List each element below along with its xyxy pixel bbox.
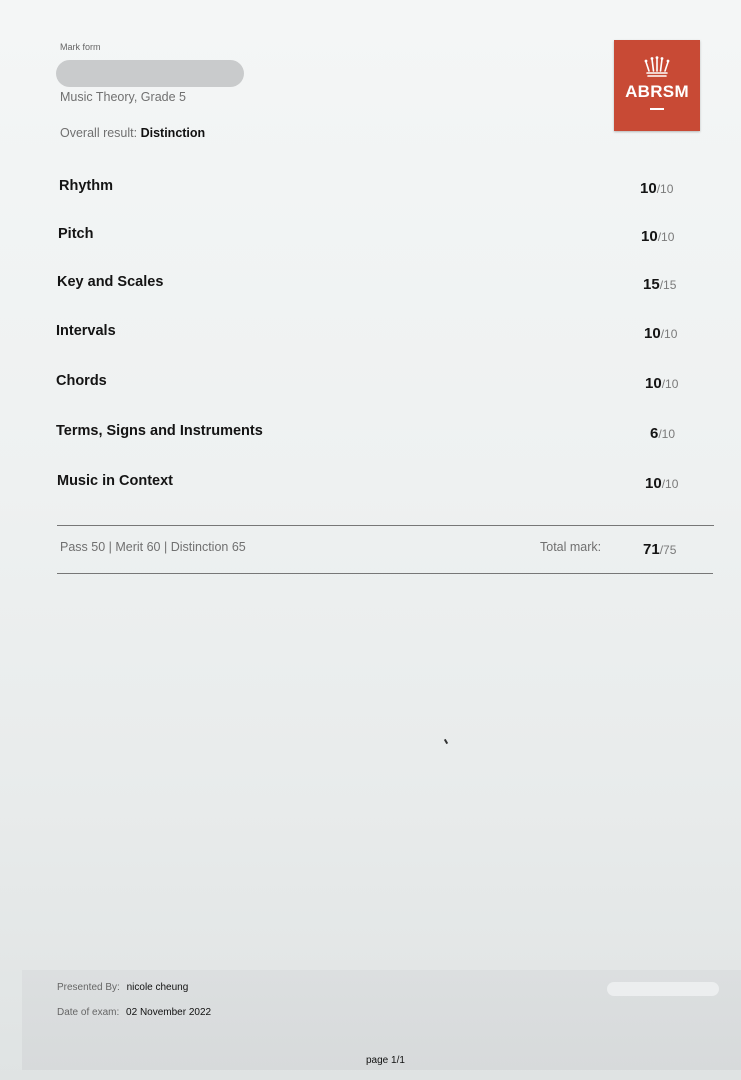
section-score	[640, 180, 673, 198]
section-label: Key and Scales	[57, 274, 164, 290]
section-row-key-and-scales	[0, 274, 741, 298]
presented-by-label: Presented By:	[57, 982, 120, 993]
exam-date	[57, 1007, 211, 1018]
form-label: Mark form	[60, 42, 101, 52]
section-label: Terms, Signs and Instruments	[56, 423, 263, 439]
score-value: 10	[640, 180, 657, 197]
total-mark	[643, 541, 676, 559]
score-max: /10	[661, 377, 679, 391]
divider-top	[57, 525, 714, 526]
grade-thresholds: Pass 50 | Merit 60 | Distinction 65	[60, 540, 246, 554]
section-row-intervals	[0, 323, 741, 347]
score-max: /15	[659, 278, 677, 292]
section-row-music-in-context	[0, 473, 741, 497]
section-row-pitch	[0, 226, 741, 250]
section-score	[643, 276, 676, 294]
score-value: 10	[644, 325, 661, 342]
overall-result-label: Overall result:	[60, 126, 138, 140]
logo-text: ABRSM	[625, 82, 689, 101]
section-label: Intervals	[56, 323, 116, 339]
section-label: Chords	[56, 373, 107, 389]
presented-by	[57, 982, 188, 993]
total-mark-label: Total mark:	[540, 540, 602, 554]
overall-result-value: Distinction	[140, 126, 206, 140]
abrsm-logo	[614, 40, 700, 131]
exam-title: Music Theory, Grade 5	[60, 90, 186, 104]
section-label: Music in Context	[57, 473, 174, 489]
section-score	[645, 475, 678, 493]
stray-mark	[444, 739, 448, 744]
score-value: 10	[645, 475, 662, 492]
overall-result	[60, 126, 205, 140]
score-value: 15	[643, 276, 660, 293]
total-score-max: /75	[659, 543, 677, 557]
section-row-chords	[0, 373, 741, 397]
score-value: 10	[645, 375, 662, 392]
score-max: /10	[661, 477, 679, 491]
exam-date-label: Date of exam:	[57, 1007, 120, 1018]
section-score	[645, 375, 678, 393]
page-number: page 1/1	[366, 1055, 405, 1066]
score-value: 10	[641, 228, 658, 245]
redacted-candidate-name	[56, 60, 244, 87]
section-score	[644, 325, 677, 343]
section-score	[641, 228, 674, 246]
redacted-candidate-id	[607, 982, 719, 996]
score-max: /10	[657, 230, 675, 244]
section-score	[650, 425, 675, 443]
score-value: 6	[650, 425, 659, 442]
total-score-value: 71	[643, 541, 660, 558]
section-row-rhythm	[0, 178, 741, 202]
logo-dash	[650, 108, 664, 110]
crown-icon	[642, 56, 672, 78]
score-max: /10	[656, 182, 674, 196]
score-max: /10	[658, 427, 676, 441]
score-max: /10	[660, 327, 678, 341]
divider-bottom	[57, 573, 713, 574]
exam-date-value: 02 November 2022	[126, 1007, 212, 1018]
section-label: Pitch	[58, 226, 94, 242]
section-label: Rhythm	[59, 178, 113, 194]
section-row-terms-signs-instruments	[0, 423, 741, 447]
presented-by-value: nicole cheung	[126, 982, 189, 993]
